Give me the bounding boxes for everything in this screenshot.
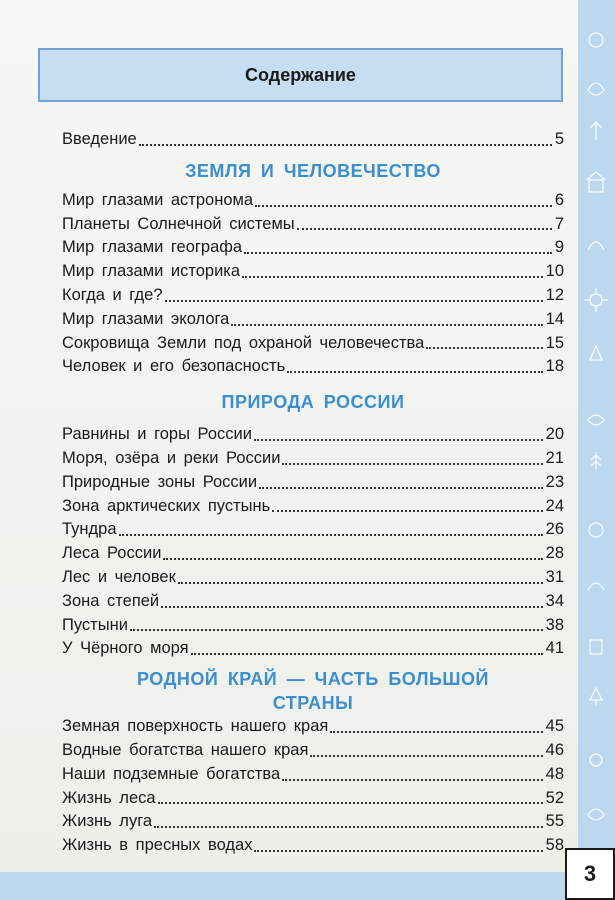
toc-entry-label: Лес и человек	[62, 567, 176, 586]
toc-entry-label: Водные богатства нашего края	[62, 740, 309, 759]
dot-leader	[161, 605, 542, 608]
toc-entry-page: 7	[554, 214, 564, 233]
toc-entry[interactable]	[62, 471, 564, 495]
toc-entry-label: Мир глазами астронома	[62, 190, 254, 209]
toc-entry-page: 23	[545, 472, 564, 491]
decorative-side-strip	[578, 0, 615, 900]
dot-leader	[282, 778, 542, 781]
dot-leader	[130, 628, 543, 631]
toc-entry[interactable]	[62, 787, 564, 811]
dot-leader	[244, 251, 552, 254]
toc-entry[interactable]	[62, 739, 564, 763]
dot-leader	[163, 557, 542, 560]
dot-leader	[139, 143, 552, 146]
section-heading-native-land	[62, 661, 564, 715]
toc-entry[interactable]	[62, 637, 564, 661]
toc-entry-page: 38	[545, 615, 564, 634]
section-heading-line-1: РОДНОЙ КРАЙ — ЧАСТЬ БОЛЬШОЙ	[137, 669, 489, 690]
decorative-bottom-strip	[0, 872, 615, 900]
section-heading-earth: ЗЕМЛЯ И ЧЕЛОВЕЧЕСТВО	[185, 160, 441, 181]
nature-pattern-icon	[578, 0, 615, 872]
toc-entry-page: 31	[545, 567, 564, 586]
dot-leader	[255, 204, 552, 207]
toc-entry[interactable]	[62, 590, 564, 614]
toc-entry[interactable]	[62, 495, 564, 519]
dot-leader	[178, 581, 543, 584]
dot-leader	[287, 370, 542, 373]
toc-entry-page: 52	[545, 788, 564, 807]
toc-entry-label: Пустыни	[62, 615, 128, 634]
toc-entry-page: 18	[545, 357, 564, 376]
toc-entry-label: Сокровища Земли под охраной человечества	[62, 333, 425, 352]
toc-entry-label: Введение	[62, 130, 137, 148]
toc-entry-label: Моря, озёра и реки России	[62, 448, 281, 467]
dot-leader	[254, 849, 542, 852]
toc-entry-label: Мир глазами эколога	[62, 309, 230, 328]
toc-entry-label: Мир глазами историка	[62, 262, 241, 281]
toc-entry[interactable]	[62, 614, 564, 638]
toc-entry-label: Когда и где?	[62, 285, 163, 304]
toc-entry-label: Зона арктических пустынь	[62, 496, 271, 515]
toc-entry-page: 12	[545, 285, 564, 304]
toc-entry-page: 6	[554, 190, 564, 209]
dot-leader	[165, 299, 543, 302]
toc-entry-page: 21	[545, 448, 564, 467]
dot-leader	[297, 227, 552, 230]
toc-entry[interactable]	[62, 834, 564, 858]
toc-entry[interactable]	[62, 810, 564, 834]
dot-leader	[259, 486, 543, 489]
toc-entry-label: Природные зоны России	[62, 472, 258, 491]
toc-entry-page: 58	[545, 836, 564, 855]
toc-entry-page: 5	[554, 130, 564, 148]
toc-entry[interactable]	[62, 763, 564, 787]
toc-entry-label: Наши подземные богатства	[62, 764, 281, 783]
dot-leader	[330, 730, 542, 733]
toc-entry[interactable]	[62, 566, 564, 590]
toc-entry-page: 14	[545, 309, 564, 328]
toc-entry[interactable]	[62, 189, 564, 213]
toc-entry-page: 34	[545, 591, 564, 610]
dot-leader	[231, 323, 542, 326]
dot-leader	[426, 346, 542, 349]
toc-entry-page: 46	[545, 740, 564, 759]
toc-entry-label: Человек и его безопасность	[62, 357, 286, 376]
toc-entry-label: Леса России	[62, 544, 162, 563]
toc-entry[interactable]	[62, 284, 564, 308]
dot-leader	[310, 754, 542, 757]
toc-entry-page: 9	[554, 238, 564, 257]
toc-entry-page: 48	[545, 764, 564, 783]
toc-entry-page: 24	[545, 496, 564, 515]
toc-entry[interactable]	[62, 260, 564, 284]
toc-entry-page: 55	[545, 812, 564, 831]
toc-entry-label: Планеты Солнечной системы	[62, 214, 295, 233]
dot-leader	[191, 652, 543, 655]
toc-entry-label: Мир глазами географа	[62, 238, 243, 257]
toc-entry[interactable]	[62, 355, 564, 379]
toc-entry-label: Жизнь луга	[62, 812, 153, 831]
toc-entry-intro[interactable]	[62, 128, 564, 152]
toc-entry[interactable]	[62, 447, 564, 471]
toc-entry[interactable]	[62, 308, 564, 332]
toc-entry-page: 41	[545, 639, 564, 658]
toc-entry-label: Зона степей	[62, 591, 160, 610]
dot-leader	[242, 275, 543, 278]
toc-entry-page: 28	[545, 544, 564, 563]
section-heading-russia: ПРИРОДА РОССИИ	[221, 392, 405, 413]
toc-entry-label: Жизнь в пресных водах	[62, 836, 253, 855]
toc-entry[interactable]	[62, 518, 564, 542]
toc-entry-page: 15	[545, 333, 564, 352]
toc-entry-page: 20	[545, 425, 564, 444]
toc-entry[interactable]	[62, 542, 564, 566]
toc-entry-label: Земная поверхность нашего края	[62, 717, 329, 736]
toc-entry-label: У Чёрного моря	[62, 639, 189, 658]
contents-title: Содержание	[38, 48, 563, 102]
toc-entry[interactable]	[62, 715, 564, 739]
toc-entry-label: Тундра	[62, 520, 117, 539]
toc-entry-label: Жизнь леса	[62, 788, 156, 807]
toc-entry-page: 10	[545, 262, 564, 281]
toc-entry[interactable]	[62, 423, 564, 447]
page-number: 3	[565, 848, 615, 900]
dot-leader	[254, 438, 543, 441]
toc-entry[interactable]	[62, 213, 564, 237]
toc-entry-page: 26	[545, 520, 564, 539]
toc-entry[interactable]	[62, 332, 564, 356]
toc-entry[interactable]	[62, 236, 564, 260]
dot-leader	[158, 801, 543, 804]
dot-leader	[272, 509, 542, 512]
toc-entry-label: Равнины и горы России	[62, 425, 252, 444]
dot-leader	[282, 462, 542, 465]
section-heading-line-2: СТРАНЫ	[272, 693, 354, 714]
dot-leader	[154, 825, 543, 828]
table-of-contents	[62, 128, 564, 858]
dot-leader	[119, 533, 543, 536]
toc-entry-page: 45	[545, 717, 564, 736]
